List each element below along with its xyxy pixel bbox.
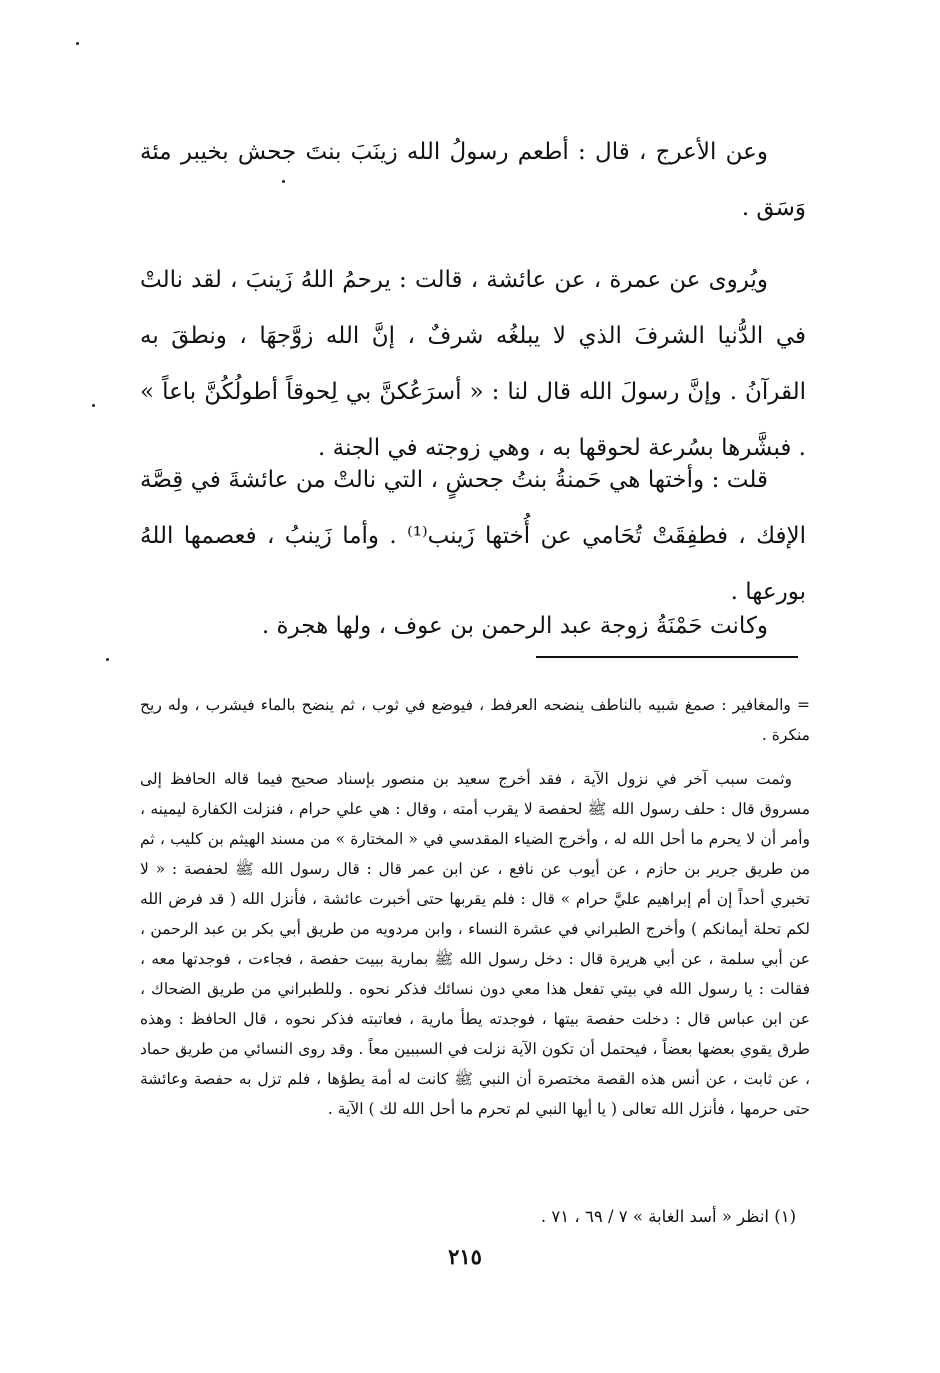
page-number: ٢١٥ <box>448 1244 482 1269</box>
paragraph-hamna-sister: قلت : وأختها هي حَمنةُ بنتُ جحشٍ ، التي نالتْ من عائشةَ في قِصَّة الإفك ، فطفِقَتْ تُحَامي عن أُختها زَينب⁽¹⁾ . وأما زَينبُ ، فعصمها اللهُ بورعها . <box>140 467 806 605</box>
footnote-reference-1: (١) انظر « أسد الغابة » ٧ / ٦٩ ، ٧١ . <box>540 1207 796 1226</box>
scan-speck <box>76 42 79 45</box>
scan-speck <box>282 180 285 183</box>
scan-speck <box>92 404 95 407</box>
footnote-continuation: = والمغافير : صمغ شبيه بالناطف ينضحه العرفط ، فيوضع في ثوب ، ثم ينضح بالماء فيشرب ، وله ريح منكرة . <box>140 696 810 744</box>
paragraph-hamna-husband: وكانت حَمْنَةُ زوجة عبد الرحمن بن عوف ، ولها هجرة . <box>261 613 768 639</box>
footnote-body: وثمت سبب آخر في نزول الآية ، فقد أخرج سعيد بن منصور بإسناد صحيح فيما قاله الحافظ إلى مسروق قال : حلف رسول الله ﷺ لحفصة لا يقرب أمته ، وقال : هي علي حرام ، فنزلت الكفارة ليمينه ، وأمر أن لا يحرم ما أحل الله له ، وأخرج الضياء المقدسي في « المختارة » من مسند الهيثم بن كليب ، ثم من طريق جرير بن حازم ، عن أيوب عن نافع ، عن ابن عمر قال : قال رسول الله ﷺ لحفصة : « لا تخبري أحداً إن أم إبراهيم عليَّ حرام » قال : فلم يقربها حتى أخبرت عائشة ، فأنزل الله ( قد فرض الله لكم تحلة أيمانكم ) وأخرج الطبراني في عشرة النساء ، وابن مردويه من طريق أبي بكر بن عبد الرحمن ، عن أبي سلمة ، عن أبي هريرة قال : دخل رسول الله ﷺ بمارية ببيت حفصة ، فجاءت ، فوجدتها معه ، فقالت : يا رسول الله في بيتي تفعل هذا معي دون نسائك فذكر نحوه . وللطبراني من طريق الضحاك ، عن ابن عباس قال : دخلت حفصة بيتها ، فوجدته يطأ مارية ، فعاتبته فذكر نحوه ، قال الحافظ : وهذه طرق يقوي بعضها بعضاً ، فيحتمل أن تكون الآية نزلت في السببين معاً . وقد روى النسائي من طريق حماد ، عن ثابت ، عن أنس هذه القصة مختصرة أن النبي ﷺ كانت له أمة يطؤها ، فلم تزل به حفصة وعائشة حتى حرمها ، فأنزل الله تعالى ( يا أيها النبي لم تحرم ما أحل الله لك ) الآية . <box>140 770 810 1118</box>
paragraph-al-araj: وعن الأعرج ، قال : أطعم رسولُ الله زينَبَ بنتَ جحش بخيبر مئة وَسَق . <box>140 139 806 221</box>
scan-speck <box>106 658 109 661</box>
footnote-divider <box>536 656 798 658</box>
paragraph-amra-aisha: ويُروى عن عمرة ، عن عائشة ، قالت : يرحمُ اللهُ زَينبَ ، لقد نالتْ في الدُّنيا الشرفَ الذي لا يبلغُه شرفٌ ، إنَّ الله زوَّجهَا ، ونطقَ به القرآنُ . وإنَّ رسولَ الله قال لنا : « أسرَعُكنَّ بي لِحوقاً أطولُكُنَّ باعاً » . فبشَّرها بسُرعة لحوقها به ، وهي زوجته في الجنة . <box>140 267 806 461</box>
